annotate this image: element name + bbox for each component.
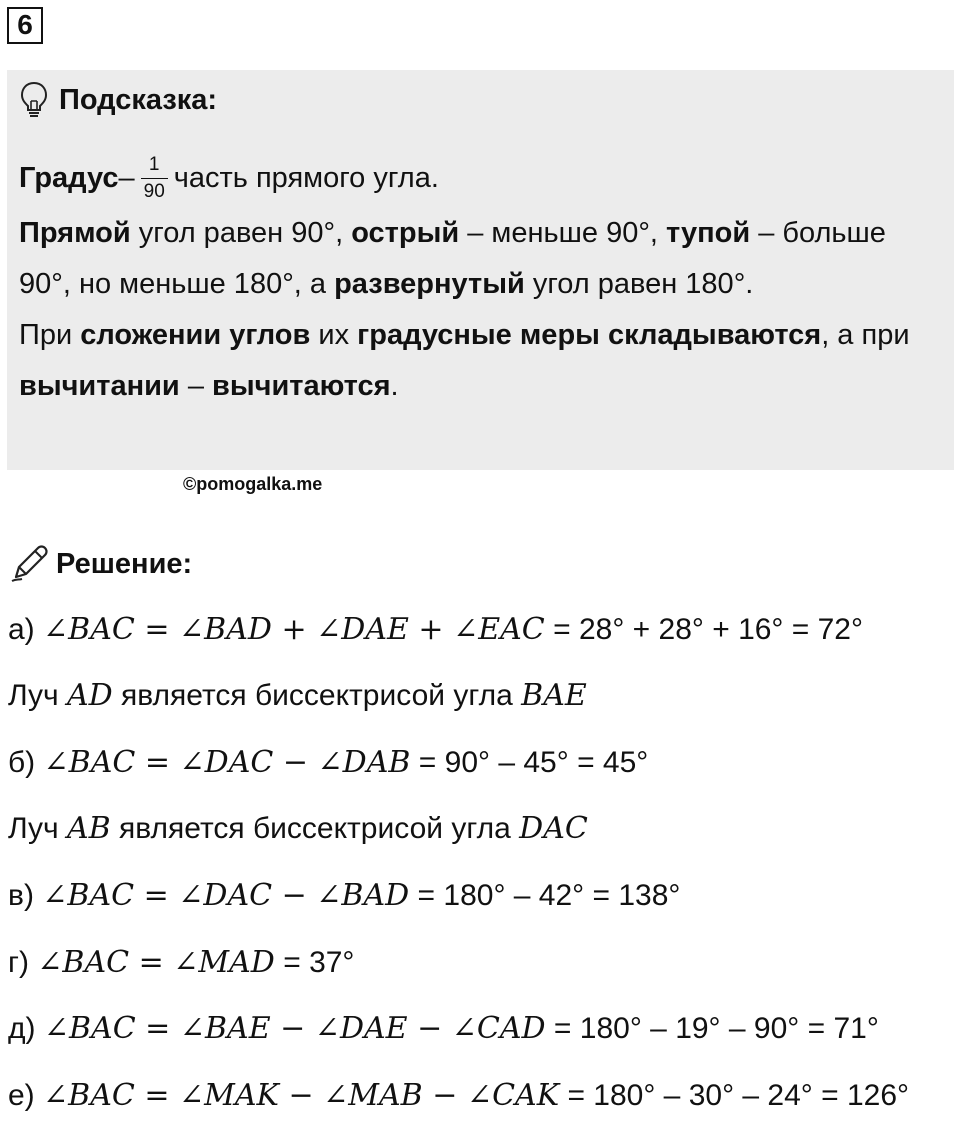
- hint-degree-definition: [19, 150, 938, 206]
- term-obtuse: тупой: [666, 217, 751, 249]
- solution-line-b: [8, 745, 648, 780]
- hint-text-span: –: [179, 370, 213, 402]
- term-subtract: вычитаются: [212, 370, 391, 402]
- solution-line-d: [8, 1011, 879, 1046]
- hint-header: [19, 80, 217, 120]
- watermark: ©pomogalka.me: [183, 474, 323, 494]
- term-acute: острый: [351, 217, 460, 249]
- hint-text-span: – больше 90°, но меньше 180°, а: [19, 217, 886, 300]
- degree-definition-rest: часть прямого угла.: [173, 161, 439, 194]
- hint-angle-types: [19, 208, 938, 310]
- line-prefix: е): [8, 1079, 44, 1112]
- solution-line-e: [8, 1078, 909, 1113]
- pencil-icon: [8, 543, 50, 585]
- line-math: ∠BAC = ∠DAC − ∠DAB: [43, 745, 411, 780]
- term-subtraction: вычитании: [19, 370, 180, 402]
- line-tail: = 180° – 19° – 90° = 71°: [545, 1012, 879, 1045]
- term-straight: развернутый: [334, 268, 525, 300]
- line-math: ∠BAC = ∠BAE − ∠DAE − ∠CAD: [43, 1011, 546, 1046]
- line-prefix: Луч: [8, 812, 67, 845]
- hint-text-span: .: [390, 370, 399, 402]
- fraction-1-90: [141, 154, 168, 203]
- line-tail: = 90° – 45° = 45°: [410, 746, 649, 779]
- line-prefix: б): [8, 746, 44, 779]
- line-math: ∠BAC = ∠DAC − ∠BAD: [42, 878, 410, 913]
- line-math: ∠BAC = ∠MAD: [37, 945, 275, 980]
- term-degree: Градус: [19, 161, 119, 194]
- solution-header: [8, 540, 192, 588]
- line-math: DAC: [519, 811, 588, 846]
- term-addition: сложении углов: [80, 319, 311, 351]
- line-math: BAE: [521, 678, 587, 713]
- solution-line-a: [8, 612, 863, 647]
- line-prefix: а): [8, 613, 44, 646]
- hint-text-span: При: [19, 319, 81, 351]
- fraction-numerator: 1: [148, 153, 160, 175]
- line-tail: = 180° – 30° – 24° = 126°: [559, 1079, 910, 1112]
- line-tail: = 28° + 28° + 16° = 72°: [544, 613, 863, 646]
- hint-title: Подсказка:: [59, 83, 218, 116]
- hint-angle-operations: [19, 310, 938, 412]
- line-math: AB: [67, 811, 111, 846]
- dash: –: [118, 161, 135, 194]
- hint-box: [7, 70, 954, 470]
- task-number: 6: [7, 7, 43, 44]
- line-mid: является биссектрисой угла: [112, 679, 522, 712]
- line-math: AD: [67, 678, 113, 713]
- solution-line-ray-ad: [8, 678, 587, 713]
- hint-body: [19, 208, 938, 412]
- line-prefix: г): [8, 946, 38, 979]
- hint-text-span: , а при: [821, 319, 910, 351]
- solution-line-g: [8, 945, 354, 980]
- hint-text-span: – меньше 90°,: [459, 217, 667, 249]
- lightbulb-icon: [19, 81, 49, 119]
- line-mid: является биссектрисой угла: [110, 812, 520, 845]
- line-tail: = 180° – 42° = 138°: [409, 879, 681, 912]
- fraction-denominator: 90: [141, 178, 168, 203]
- solution-line-v: [8, 878, 680, 913]
- line-prefix: в): [8, 879, 43, 912]
- solution-title: Решение:: [56, 547, 193, 580]
- hint-text-span: их: [310, 319, 358, 351]
- line-prefix: д): [8, 1012, 44, 1045]
- solution-line-ray-ab: [8, 811, 588, 846]
- line-math: ∠BAC = ∠MAK − ∠MAB − ∠CAK: [43, 1078, 560, 1113]
- term-measures-add: градусные меры складываются: [357, 319, 822, 351]
- line-math: ∠BAC = ∠BAD + ∠DAE + ∠EAC: [43, 612, 545, 647]
- hint-text-span: угол равен 180°.: [524, 268, 754, 300]
- line-prefix: Луч: [8, 679, 67, 712]
- hint-text-span: угол равен 90°,: [130, 217, 352, 249]
- term-right: Прямой: [19, 217, 131, 249]
- line-tail: = 37°: [274, 946, 355, 979]
